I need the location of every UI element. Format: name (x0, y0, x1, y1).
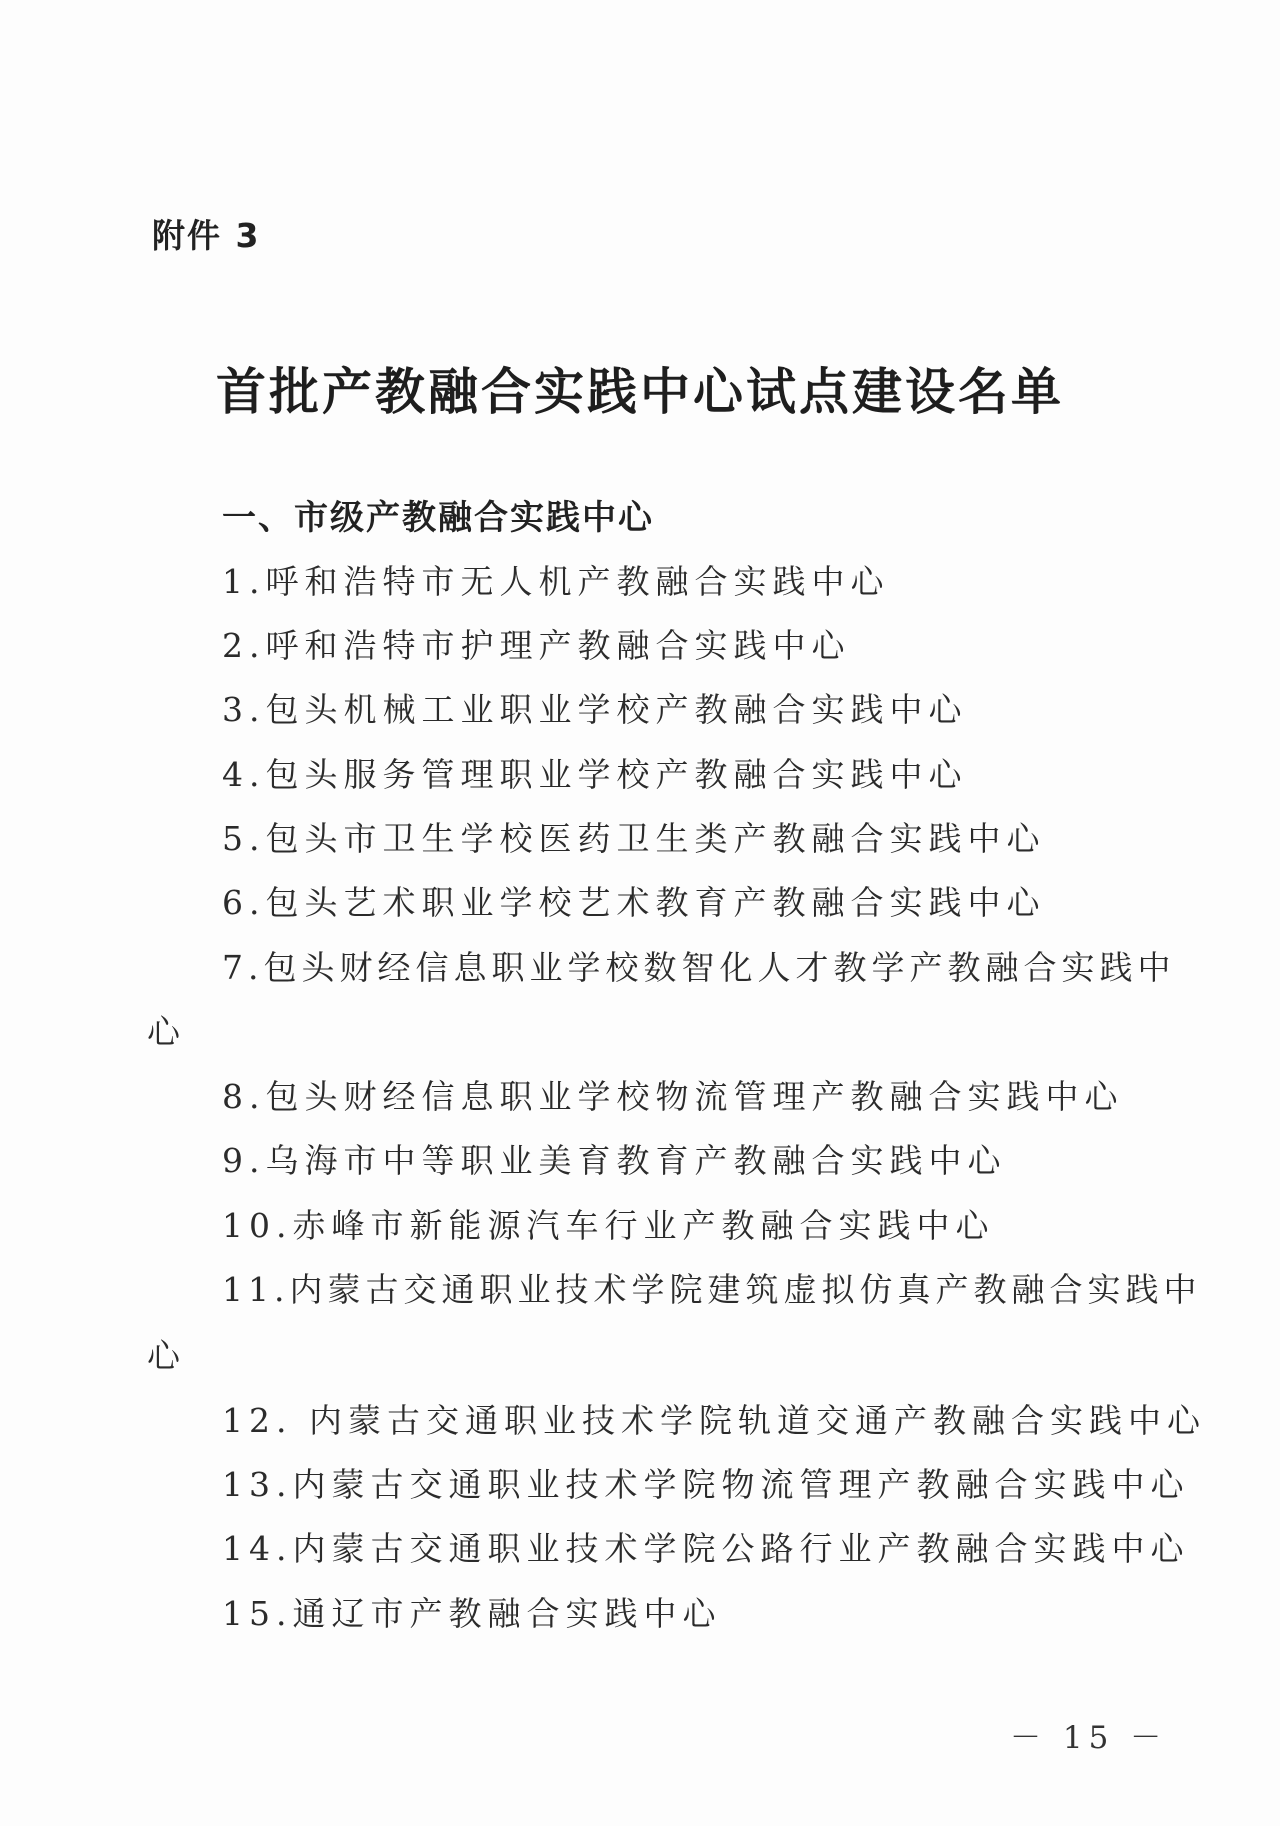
list-item: 11.内蒙古交通职业技术学院建筑虚拟仿真产教融合实践中 (222, 1270, 1202, 1309)
list-item: 2.呼和浩特市护理产教融合实践中心 (222, 626, 851, 665)
list-item: 6.包头艺术职业学校艺术教育产教融合实践中心 (222, 883, 1046, 922)
list-item: 5.包头市卫生学校医药卫生类产教融合实践中心 (222, 819, 1046, 858)
list-item: 1.呼和浩特市无人机产教融合实践中心 (222, 562, 890, 601)
list-item: 9.乌海市中等职业美育教育产教融合实践中心 (222, 1141, 1007, 1180)
list-item: 3.包头机械工业职业学校产教融合实践中心 (222, 690, 968, 729)
attachment-label: 附件 3 (152, 216, 261, 255)
list-item-continuation: 心 (147, 1336, 186, 1375)
section-heading: 一、市级产教融合实践中心 (222, 498, 654, 538)
list-item: 15.通辽市产教融合实践中心 (222, 1594, 722, 1633)
list-item: 4.包头服务管理职业学校产教融合实践中心 (222, 755, 968, 794)
page-number: － 15 － (1010, 1720, 1168, 1756)
list-item: 8.包头财经信息职业学校物流管理产教融合实践中心 (222, 1077, 1124, 1116)
document-title: 首批产教融合实践中心试点建设名单 (216, 362, 1064, 421)
list-item-continuation: 心 (147, 1012, 186, 1051)
list-item: 12. 内蒙古交通职业技术学院轨道交通产教融合实践中心 (222, 1401, 1206, 1440)
list-item: 13.内蒙古交通职业技术学院物流管理产教融合实践中心 (222, 1465, 1190, 1504)
list-item: 14.内蒙古交通职业技术学院公路行业产教融合实践中心 (222, 1529, 1190, 1568)
list-item: 10.赤峰市新能源汽车行业产教融合实践中心 (222, 1206, 995, 1245)
list-item: 7.包头财经信息职业学校数智化人才教学产教融合实践中 (222, 948, 1176, 987)
